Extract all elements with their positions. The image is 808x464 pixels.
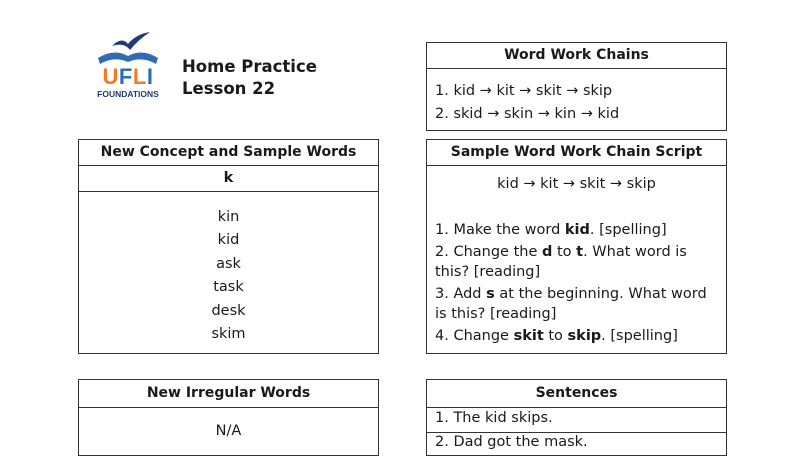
- sample-word: task: [213, 279, 244, 296]
- script-chain: kid → kit → skit → skip: [497, 176, 656, 192]
- bird-icon: [112, 32, 150, 50]
- sample-word: kin: [217, 209, 240, 225]
- sample-word: ask: [216, 255, 241, 272]
- sentences-title: Sentences: [427, 380, 726, 408]
- chain-script-box: [426, 139, 727, 354]
- script-step: 2. Change the d to t. What word is this? [reading]: [435, 244, 687, 280]
- ufli-logo: [92, 26, 164, 102]
- irregular-words-box: [78, 379, 379, 456]
- sample-word: skim: [211, 326, 246, 343]
- word-work-chains-box: [426, 42, 727, 131]
- page-title-line1: Home Practice: [182, 57, 317, 76]
- sample-word: desk: [211, 302, 246, 319]
- divider: [427, 432, 726, 433]
- logo-graphic: [92, 26, 164, 102]
- new-concept-box: [78, 139, 379, 354]
- sentences-box: [426, 379, 727, 456]
- sample-word: kid: [217, 232, 240, 249]
- script-step: 1. Make the word kid. [spelling]: [435, 222, 667, 238]
- chain-script-title: Sample Word Work Chain Script: [427, 140, 726, 166]
- logo-subtext: FOUNDATIONS: [97, 89, 159, 99]
- sample-words-list: [79, 206, 378, 346]
- page-title-line2: Lesson 22: [182, 79, 276, 98]
- script-step: 3. Add s at the beginning. What word is this? [reading]: [435, 286, 707, 322]
- svg-text:UFLI: UFLI: [102, 64, 154, 89]
- irregular-words-title: New Irregular Words: [79, 380, 378, 408]
- concept-letter: k: [79, 166, 378, 192]
- chain-row: 1. kid → kit → skit → skip: [435, 83, 613, 99]
- new-concept-title: New Concept and Sample Words: [79, 140, 378, 166]
- script-step: 4. Change skit to skip. [spelling]: [435, 328, 678, 344]
- sentence: 1. The kid skips.: [435, 410, 553, 426]
- script-steps: [435, 220, 720, 348]
- chain-row: 2. skid → skin → kin → kid: [435, 106, 620, 122]
- irregular-words-value: N/A: [215, 423, 242, 439]
- book-icon: [98, 52, 158, 64]
- sentence: 2. Dad got the mask.: [435, 434, 588, 450]
- word-work-chains-title: Word Work Chains: [427, 43, 726, 69]
